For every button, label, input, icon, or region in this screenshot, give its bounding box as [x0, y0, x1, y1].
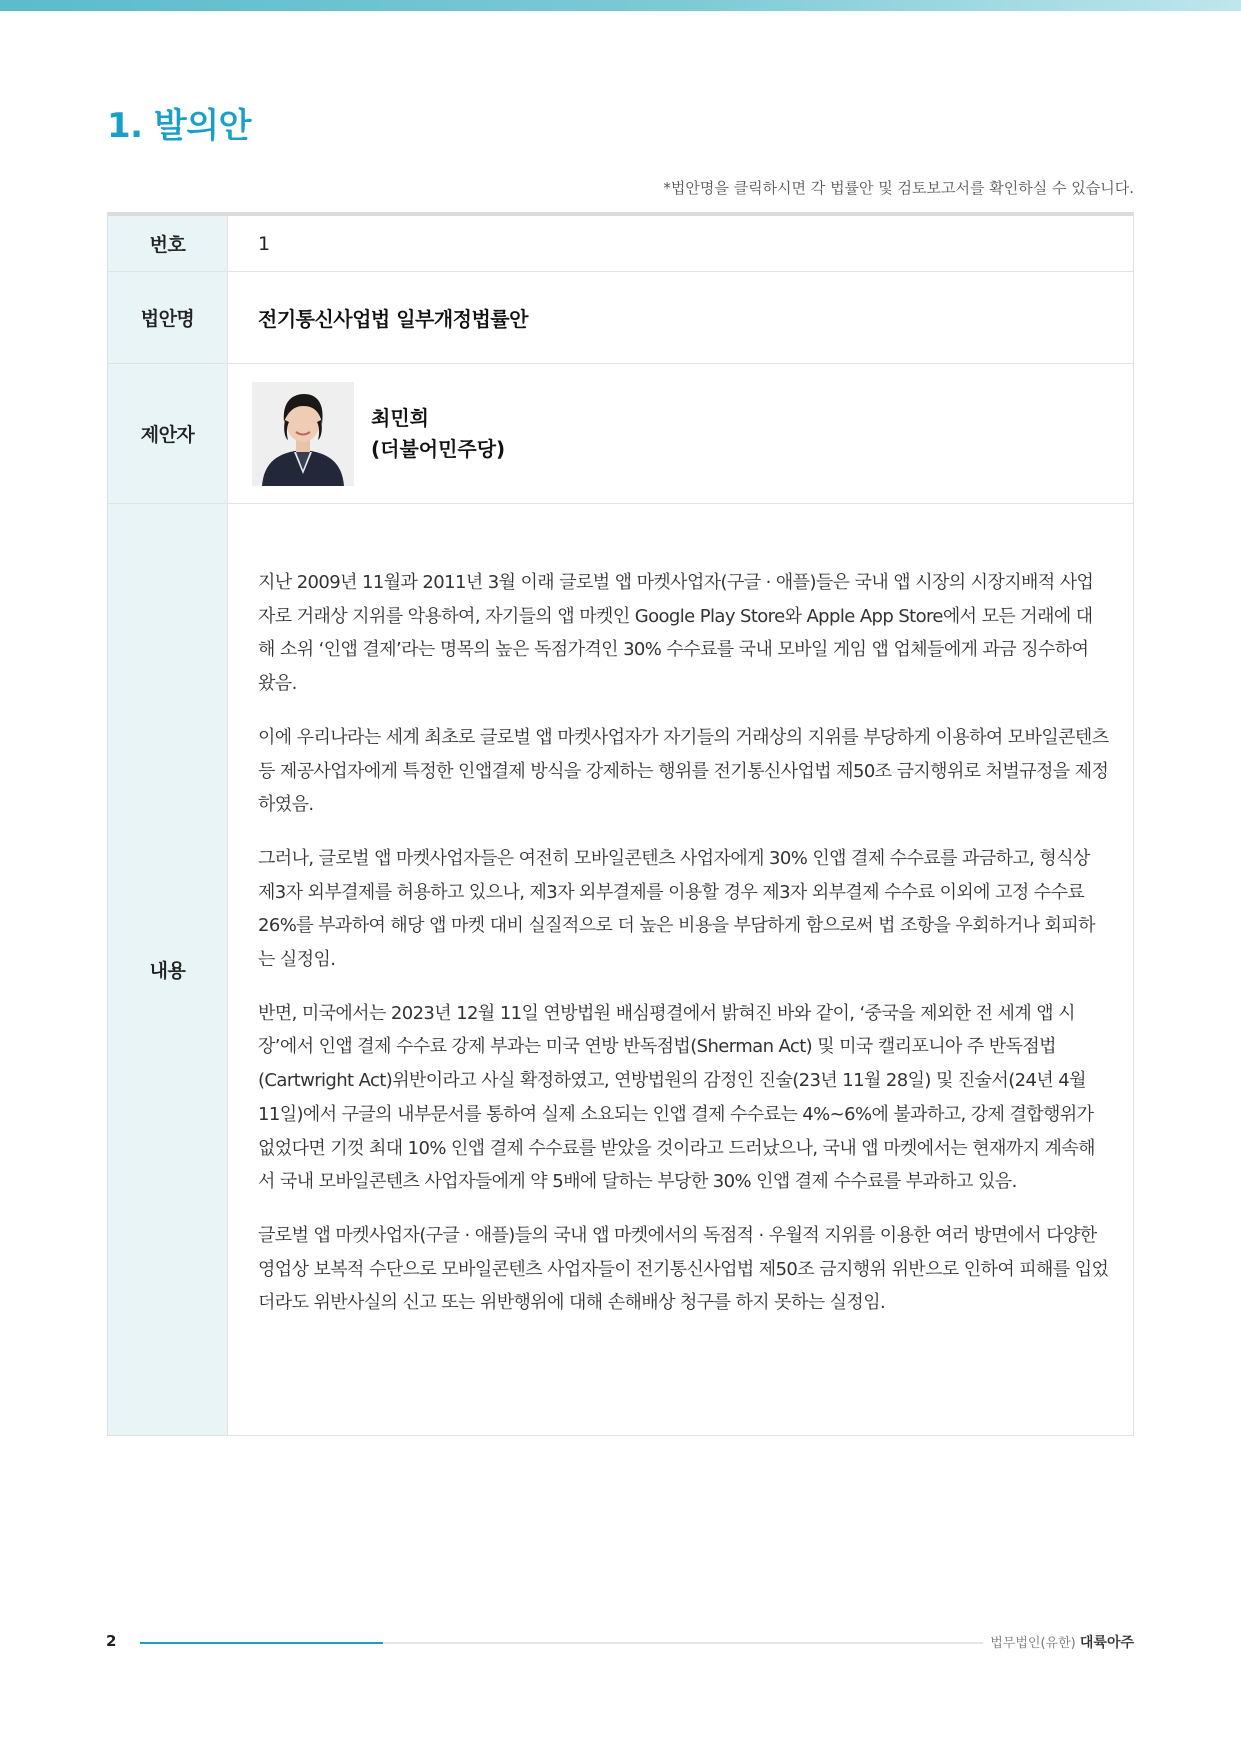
proposer-party: (더불어민주당) — [371, 436, 506, 461]
proposer-name: 최민희 — [371, 405, 429, 430]
number-row — [108, 216, 1133, 272]
bill-name-header: 법안명 — [108, 272, 228, 363]
content-cell — [228, 504, 1133, 1435]
top-accent-bar — [0, 0, 1241, 11]
content-paragraph-1: 지난 2009년 11월과 2011년 3월 이래 글로벌 앱 마켓사업자(구글 · 애플)들은 국내 앱 시장의 시장지배적 사업자로 거래상 지위를 악용하여, 자기들의 앱 마켓인 Google Play Store와 Apple App Store에서 모든 거래에 대해 소위 ‘인앱 결제’라는 명목의 높은 독점가격인 30% 수수료를 국내 모바일 게임 앱 업체들에게 과금 징수하여 왔음. — [258, 572, 1094, 695]
instruction-note: *법안명을 클릭하시면 각 법률안 및 검토보고서를 확인하실 수 있습니다. — [663, 179, 1134, 197]
proposer-header: 제안자 — [108, 364, 228, 503]
bill-name-cell — [228, 272, 1133, 363]
content-paragraph-5: 글로벌 앱 마켓사업자(구글 · 애플)들의 국내 앱 마켓에서의 독점적 · 우월적 지위를 이용한 여러 방면에서 다양한 영업상 보복적 수단으로 모바일콘텐츠 사업자들이 전기통신사업법 제50조 금지행위 위반으로 인하여 피해를 입었더라도 위반사실의 신고 또는 위반행위에 대해 손해배상 청구를 하지 못하는 실정임. — [258, 1224, 1109, 1314]
content-paragraph-3: 그러나, 글로벌 앱 마켓사업자들은 여전히 모바일콘텐츠 사업자에게 30% 인앱 결제 수수료를 과금하고, 형식상 제3자 외부결제를 허용하고 있으나, 제3자 외부결제를 이용할 경우 제3자 외부결제 수수료 이외에 고정 수수료 26%를 부과하여 해당 앱 마켓 대비 실질적으로 더 높은 비용을 부담하게 함으로써 법 조항을 우회하거나 회피하는 실정임. — [258, 847, 1095, 971]
brand-name: 대륙아주 — [1079, 1635, 1134, 1651]
bill-name-row — [108, 272, 1133, 364]
content-header: 내용 — [108, 504, 228, 1435]
number-value: 1 — [258, 232, 271, 255]
proposer-photo — [252, 382, 354, 486]
content-paragraphs — [258, 566, 1109, 1340]
footer-divider — [140, 1642, 983, 1644]
number-header: 번호 — [108, 216, 228, 271]
content-row — [108, 504, 1133, 1435]
footer-brand — [990, 1632, 1134, 1652]
section-title: 1. 발의안 — [107, 106, 251, 146]
number-cell — [228, 216, 1133, 271]
page-number: 2 — [106, 1632, 117, 1650]
content-paragraph-4: 반면, 미국에서는 2023년 12월 11일 연방법원 배심평결에서 밝혀진 바와 같이, ‘중국을 제외한 전 세계 앱 시장’에서 인앱 결제 수수료 강제 부과는 미국 연방 반독점법(Sherman Act) 및 미국 캘리포니아 주 반독점법(Cartwright Act)위반이라고 사실 확정하였고, 연방법원의 감정인 진술(23년 11월 28일) 및 진술서(24년 4월 11일)에서 구글의 내부문서를 통하여 실제 소요되는 인앱 결제 수수료는 4%~6%에 불과하고, 강제 결합행위가 없었다면 기껏 최대 10% 인앱 결제 수수료를 받았을 것이라고 드러났으나, 국내 앱 마켓에서는 현재까지 계속해서 국내 모바일콘텐츠 사업자들에게 약 5배에 달하는 부당한 30% 인앱 결제 수수료를 부과하고 있음. — [258, 1002, 1095, 1193]
bill-name-link[interactable]: 전기통신사업법 일부개정법률안 — [258, 307, 528, 331]
proposer-row — [108, 364, 1133, 504]
footer-divider-accent — [140, 1642, 383, 1644]
brand-prefix: 법무법인(유한) — [990, 1636, 1076, 1651]
proposer-info — [371, 403, 505, 465]
content-paragraph-2: 이에 우리나라는 세계 최초로 글로벌 앱 마켓사업자가 자기들의 거래상의 지위를 부당하게 이용하여 모바일콘텐츠 등 제공사업자에게 특정한 인앱결제 방식을 강제하는 행위를 전기통신사업법 제50조 금지행위로 처벌규정을 제정하였음. — [258, 726, 1109, 816]
bill-info-table — [107, 212, 1134, 1436]
proposer-cell — [228, 364, 1133, 503]
